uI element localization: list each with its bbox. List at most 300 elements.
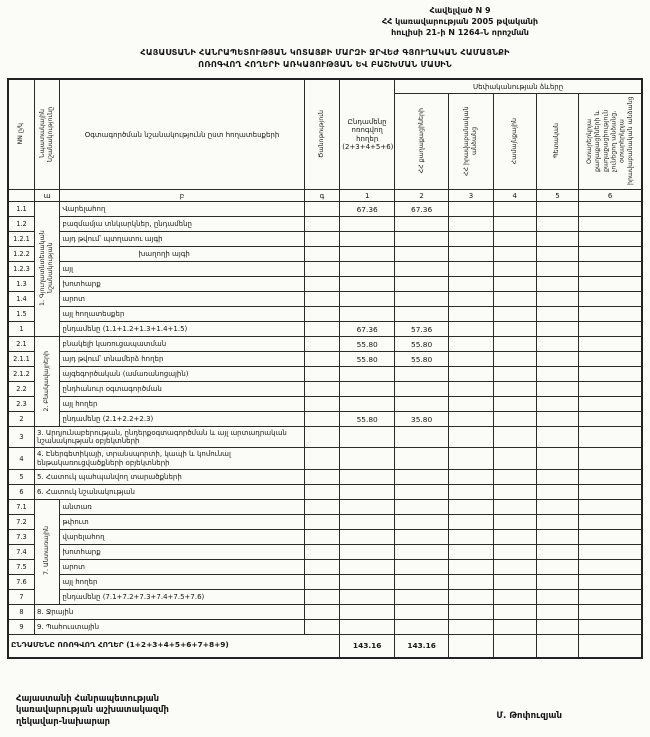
land-type-label: արոտ <box>60 292 304 307</box>
table-row <box>8 247 642 262</box>
land-type-label: այլ <box>60 262 304 277</box>
table-row <box>8 232 642 247</box>
value-cell <box>449 544 494 559</box>
value-cell <box>493 634 536 658</box>
value-cell <box>395 559 449 574</box>
value-cell <box>340 559 395 574</box>
value-cell: 57.36 <box>395 322 449 337</box>
value-cell <box>449 397 494 412</box>
table-row <box>8 277 642 292</box>
note-cell <box>304 589 340 604</box>
land-type-label: 5. Հատուկ պահպանվող տարածքների <box>34 469 304 484</box>
letter-cell: բ <box>60 190 304 202</box>
table-row <box>8 217 642 232</box>
title-line-1: ՀԱՅԱՍՏԱՆԻ ՀԱՆՐԱՊԵՏՈՒԹՅԱՆ ԿՈՏԱՅՔԻ ՄԱՐԶԻ ՋՐՎԵԺ ԳՅՈՒՂԱԿԱՆ ՀԱՄԱՅՆՔԻ <box>140 47 510 58</box>
category-cell <box>34 202 59 337</box>
letter-cell: 4 <box>493 190 536 202</box>
value-cell <box>449 367 494 382</box>
value-cell <box>493 247 536 262</box>
row-number: 7.1 <box>8 499 34 514</box>
row-number: 7.4 <box>8 544 34 559</box>
note-cell <box>304 292 340 307</box>
table-row <box>8 529 642 544</box>
value-cell <box>340 589 395 604</box>
land-type-label: 9. Պահուստային <box>34 619 304 634</box>
value-cell <box>340 277 395 292</box>
value-cell <box>536 634 579 658</box>
row-number: 4 <box>8 448 34 469</box>
value-cell <box>536 277 579 292</box>
row-number: 2.1.2 <box>8 367 34 382</box>
col-header-citizens: ՀՀ քաղաքացիների <box>395 94 449 190</box>
note-cell <box>304 202 340 217</box>
value-cell <box>579 352 642 367</box>
value-cell <box>536 604 579 619</box>
value-cell <box>579 484 642 499</box>
table-row <box>8 559 642 574</box>
signatory-line-3: ղեկավար-նախարար <box>16 716 111 727</box>
value-cell <box>340 448 395 469</box>
value-cell <box>449 559 494 574</box>
note-cell <box>304 604 340 619</box>
category-label: 2. Բնակավայրերի <box>43 350 51 412</box>
value-cell <box>536 499 579 514</box>
value-cell <box>536 337 579 352</box>
value-cell: 55.80 <box>395 337 449 352</box>
value-cell <box>493 427 536 448</box>
value-cell <box>536 619 579 634</box>
note-cell <box>304 322 340 337</box>
value-cell: 67.36 <box>395 202 449 217</box>
value-cell <box>395 292 449 307</box>
value-cell <box>579 499 642 514</box>
land-type-label: ընդհանուր օգտագործման <box>60 382 304 397</box>
value-cell <box>395 604 449 619</box>
row-number: 1.2.2 <box>8 247 34 262</box>
value-cell <box>449 589 494 604</box>
col-header-total: Ընդամենը ոռոգվող հողեր (2+3+4+5+6) <box>340 79 395 190</box>
land-type-label: բազմամյա տնկարկներ, ընդամենը <box>60 217 304 232</box>
value-cell <box>395 232 449 247</box>
table-row <box>8 544 642 559</box>
row-number: 7.2 <box>8 514 34 529</box>
value-cell <box>449 202 494 217</box>
value-cell <box>579 367 642 382</box>
value-cell <box>449 448 494 469</box>
land-type-label: խաղողի այգի <box>60 247 304 262</box>
value-cell <box>340 484 395 499</box>
land-type-label: խոտհարք <box>60 277 304 292</box>
value-cell <box>579 544 642 559</box>
value-cell <box>340 367 395 382</box>
value-cell <box>493 337 536 352</box>
value-cell <box>449 469 494 484</box>
value-cell <box>395 469 449 484</box>
value-cell <box>579 262 642 277</box>
land-type-label: ընդամենը (2.1+2.2+2.3) <box>60 412 304 427</box>
land-type-label: արոտ <box>60 559 304 574</box>
signatory-line-1: Հայաստանի Հանրապետության <box>16 692 160 703</box>
col-header-community: Համայնքային <box>493 94 536 190</box>
value-cell <box>493 367 536 382</box>
value-cell <box>493 559 536 574</box>
row-number: 1 <box>8 322 34 337</box>
note-cell <box>304 559 340 574</box>
row-number: 1.5 <box>8 307 34 322</box>
value-cell <box>449 217 494 232</box>
value-cell <box>579 307 642 322</box>
decree-line-2: հուլիսի 21-ի N 1264-Ն որոշման <box>391 27 529 37</box>
col-header-legal-entities: ՀՀ իրավաբանական անձանց <box>449 94 494 190</box>
value-cell <box>536 262 579 277</box>
table-row <box>8 367 642 382</box>
category-label: 7. Անտառային <box>43 526 51 576</box>
row-number: 3 <box>8 427 34 448</box>
note-cell <box>304 484 340 499</box>
table-body <box>8 202 642 658</box>
value-cell <box>340 574 395 589</box>
value-cell <box>493 352 536 367</box>
col-header-foreign: Օտարերկրյա քաղաքացիների և քաղաքացիություն չունեցող անձանց, օտարերկրյա իրավաբանական անձանց <box>579 94 642 190</box>
table-row <box>8 352 642 367</box>
note-cell <box>304 427 340 448</box>
value-cell: 67.36 <box>340 202 395 217</box>
value-cell <box>449 484 494 499</box>
value-cell <box>449 619 494 634</box>
irrigated-lands-table <box>7 78 643 658</box>
value-cell <box>449 499 494 514</box>
value-cell <box>340 514 395 529</box>
note-cell <box>304 382 340 397</box>
table-row <box>8 484 642 499</box>
value-cell <box>449 247 494 262</box>
value-cell <box>493 448 536 469</box>
value-cell <box>449 322 494 337</box>
row-number: 8 <box>8 604 34 619</box>
table-row <box>8 412 642 427</box>
land-type-label: բնակելի կառուցապատման <box>60 337 304 352</box>
col-header-purpose: Նպատակային նշանակությունը <box>34 79 59 190</box>
value-cell <box>536 247 579 262</box>
value-cell <box>493 604 536 619</box>
letter-cell: 6 <box>579 190 642 202</box>
value-cell <box>579 337 642 352</box>
value-cell: 55.80 <box>340 412 395 427</box>
value-cell <box>536 484 579 499</box>
value-cell <box>536 544 579 559</box>
value-cell <box>536 397 579 412</box>
value-cell <box>340 619 395 634</box>
row-number: 2.1 <box>8 337 34 352</box>
value-cell <box>340 307 395 322</box>
value-cell <box>579 397 642 412</box>
table-row <box>8 307 642 322</box>
value-cell: 143.16 <box>395 634 449 658</box>
letter-cell: 1 <box>340 190 395 202</box>
land-type-label: 4. Էներգետիկայի, տրանսպորտի, կապի և կոմունալ ենթակառուցվածքների օբյեկտների <box>34 448 304 469</box>
value-cell <box>536 412 579 427</box>
land-type-label: վարելահող <box>60 529 304 544</box>
land-type-label: թփուտ <box>60 514 304 529</box>
note-cell <box>304 352 340 367</box>
table-row <box>8 589 642 604</box>
value-cell <box>395 427 449 448</box>
table-row <box>8 382 642 397</box>
value-cell <box>536 232 579 247</box>
land-type-label: խոտհարք <box>60 544 304 559</box>
value-cell <box>536 202 579 217</box>
value-cell <box>340 382 395 397</box>
value-cell: 143.16 <box>340 634 395 658</box>
value-cell <box>493 397 536 412</box>
table-row <box>8 448 642 469</box>
row-number: 1.4 <box>8 292 34 307</box>
value-cell <box>449 337 494 352</box>
value-cell <box>579 232 642 247</box>
value-cell <box>395 217 449 232</box>
note-cell <box>304 529 340 544</box>
table-row <box>8 499 642 514</box>
letter-cell: 3 <box>449 190 494 202</box>
signatory-line-2: կառավարության աշխատակազմի <box>16 704 169 715</box>
value-cell <box>449 412 494 427</box>
category-cell <box>34 499 59 604</box>
row-number: 1.2 <box>8 217 34 232</box>
value-cell <box>536 574 579 589</box>
value-cell <box>340 262 395 277</box>
value-cell <box>493 382 536 397</box>
value-cell <box>395 484 449 499</box>
note-cell <box>304 397 340 412</box>
value-cell <box>579 292 642 307</box>
table-row <box>8 469 642 484</box>
land-type-label: այլ հողեր <box>60 574 304 589</box>
value-cell <box>536 382 579 397</box>
row-number: 9 <box>8 619 34 634</box>
table-row <box>8 604 642 619</box>
value-cell <box>493 574 536 589</box>
row-number: 2.1.1 <box>8 352 34 367</box>
row-number: 7.6 <box>8 574 34 589</box>
value-cell <box>340 604 395 619</box>
table-row <box>8 262 642 277</box>
table-row <box>8 337 642 352</box>
letter-cell: 2 <box>395 190 449 202</box>
value-cell <box>579 559 642 574</box>
value-cell <box>579 382 642 397</box>
row-number: 7.5 <box>8 559 34 574</box>
note-cell <box>304 337 340 352</box>
row-number: 5 <box>8 469 34 484</box>
land-type-label: այլ հողատեսքեր <box>60 307 304 322</box>
value-cell <box>493 307 536 322</box>
table-row <box>8 322 642 337</box>
col-header-note: Ծանոթություն <box>304 79 340 190</box>
value-cell <box>493 589 536 604</box>
value-cell <box>579 247 642 262</box>
table-row <box>8 292 642 307</box>
header-letter-row <box>8 190 642 202</box>
value-cell <box>395 307 449 322</box>
value-cell <box>340 232 395 247</box>
note-cell <box>304 307 340 322</box>
table-row <box>8 514 642 529</box>
value-cell <box>395 262 449 277</box>
value-cell <box>340 544 395 559</box>
table-row <box>8 427 642 448</box>
signatory-block <box>16 693 169 728</box>
value-cell <box>340 427 395 448</box>
value-cell <box>579 529 642 544</box>
value-cell <box>493 544 536 559</box>
value-cell <box>493 484 536 499</box>
note-cell <box>304 262 340 277</box>
value-cell <box>493 202 536 217</box>
value-cell: 67.36 <box>340 322 395 337</box>
land-type-label: այլ հողեր <box>60 397 304 412</box>
appendix-title: Հավելված N 9 <box>429 6 491 15</box>
row-number: 2 <box>8 412 34 427</box>
value-cell <box>579 277 642 292</box>
value-cell <box>536 367 579 382</box>
note-cell <box>304 277 340 292</box>
value-cell <box>579 448 642 469</box>
value-cell <box>536 589 579 604</box>
value-cell <box>449 574 494 589</box>
value-cell <box>493 412 536 427</box>
letter-cell: ա <box>34 190 59 202</box>
note-cell <box>304 619 340 634</box>
value-cell <box>493 232 536 247</box>
row-number: 2.3 <box>8 397 34 412</box>
land-type-label: այդ թվում՝ տնամերձ հողեր <box>60 352 304 367</box>
value-cell <box>579 427 642 448</box>
row-number: 7.3 <box>8 529 34 544</box>
value-cell <box>395 247 449 262</box>
value-cell <box>493 322 536 337</box>
value-cell: 35.80 <box>395 412 449 427</box>
value-cell <box>579 217 642 232</box>
value-cell <box>449 307 494 322</box>
value-cell <box>579 202 642 217</box>
value-cell <box>395 499 449 514</box>
row-number: 1.2.1 <box>8 232 34 247</box>
row-number: 1.2.3 <box>8 262 34 277</box>
land-type-label: այգեգործական (ամառանոցային) <box>60 367 304 382</box>
value-cell <box>536 322 579 337</box>
row-number: 6 <box>8 484 34 499</box>
note-cell <box>304 574 340 589</box>
note-cell <box>304 544 340 559</box>
row-number: 2.2 <box>8 382 34 397</box>
value-cell <box>493 217 536 232</box>
value-cell <box>493 262 536 277</box>
col-header-state: Պետական <box>536 94 579 190</box>
row-number: 1.1 <box>8 202 34 217</box>
value-cell <box>536 292 579 307</box>
land-type-label: Վարելահող <box>60 202 304 217</box>
value-cell <box>536 559 579 574</box>
value-cell <box>340 217 395 232</box>
row-number: 7 <box>8 589 34 604</box>
value-cell <box>449 604 494 619</box>
value-cell <box>536 529 579 544</box>
table-row <box>8 397 642 412</box>
value-cell <box>449 277 494 292</box>
land-type-label: այդ թվում՝ պտղատու այգի <box>60 232 304 247</box>
table-row <box>8 619 642 634</box>
value-cell <box>395 514 449 529</box>
value-cell <box>449 262 494 277</box>
land-type-label: ընդամենը (7.1+7.2+7.3+7.4+7.5+7.6) <box>60 589 304 604</box>
value-cell <box>340 397 395 412</box>
header-group-row <box>8 79 642 94</box>
value-cell <box>395 574 449 589</box>
value-cell <box>395 367 449 382</box>
value-cell <box>579 589 642 604</box>
note-cell <box>304 232 340 247</box>
note-cell <box>304 499 340 514</box>
value-cell <box>579 412 642 427</box>
col-header-ownership-group: Սեփականության ձևերը <box>395 79 642 94</box>
row-number: 1.3 <box>8 277 34 292</box>
land-type-label: 6. Հատուկ նշանակության <box>34 484 304 499</box>
value-cell <box>395 397 449 412</box>
document-title <box>7 47 643 70</box>
value-cell <box>579 634 642 658</box>
appendix-block <box>329 6 591 38</box>
land-type-label: 3. Արդյունաբերության, ընդերքօգտագործման և այլ արտադրական նշանակության օբյեկտների <box>34 427 304 448</box>
value-cell <box>493 514 536 529</box>
title-line-2: ՈՌՈԳՎՈՂ ՀՈՂԵՐԻ ԱՌԿԱՅՈՒԹՅԱՆ ԵՎ ԲԱՇԽՄԱՆ ՄԱՍԻՆ <box>198 58 452 69</box>
value-cell: 55.80 <box>395 352 449 367</box>
value-cell <box>579 514 642 529</box>
value-cell <box>340 247 395 262</box>
value-cell <box>395 277 449 292</box>
value-cell <box>493 292 536 307</box>
value-cell <box>536 217 579 232</box>
col-header-nn: NN ը/կ <box>8 79 34 190</box>
value-cell <box>395 589 449 604</box>
value-cell <box>579 619 642 634</box>
value-cell <box>449 232 494 247</box>
note-cell <box>304 514 340 529</box>
note-cell <box>304 412 340 427</box>
value-cell <box>340 292 395 307</box>
letter-cell <box>8 190 34 202</box>
value-cell <box>395 544 449 559</box>
value-cell <box>579 469 642 484</box>
land-type-label: 8. Ջրային <box>34 604 304 619</box>
value-cell: 55.80 <box>340 337 395 352</box>
value-cell <box>536 427 579 448</box>
value-cell <box>395 619 449 634</box>
table-row <box>8 574 642 589</box>
value-cell <box>579 322 642 337</box>
value-cell <box>579 574 642 589</box>
value-cell <box>493 277 536 292</box>
note-cell <box>304 469 340 484</box>
value-cell <box>395 382 449 397</box>
decree-line-1: ՀՀ կառավարության 2005 թվականի <box>381 16 539 26</box>
value-cell <box>493 469 536 484</box>
letter-cell: 5 <box>536 190 579 202</box>
value-cell <box>395 448 449 469</box>
value-cell <box>449 352 494 367</box>
col-header-usage: Օգտագործման նշանակությունն ըստ հողատեսքերի <box>60 79 304 190</box>
value-cell <box>340 499 395 514</box>
note-cell <box>304 448 340 469</box>
